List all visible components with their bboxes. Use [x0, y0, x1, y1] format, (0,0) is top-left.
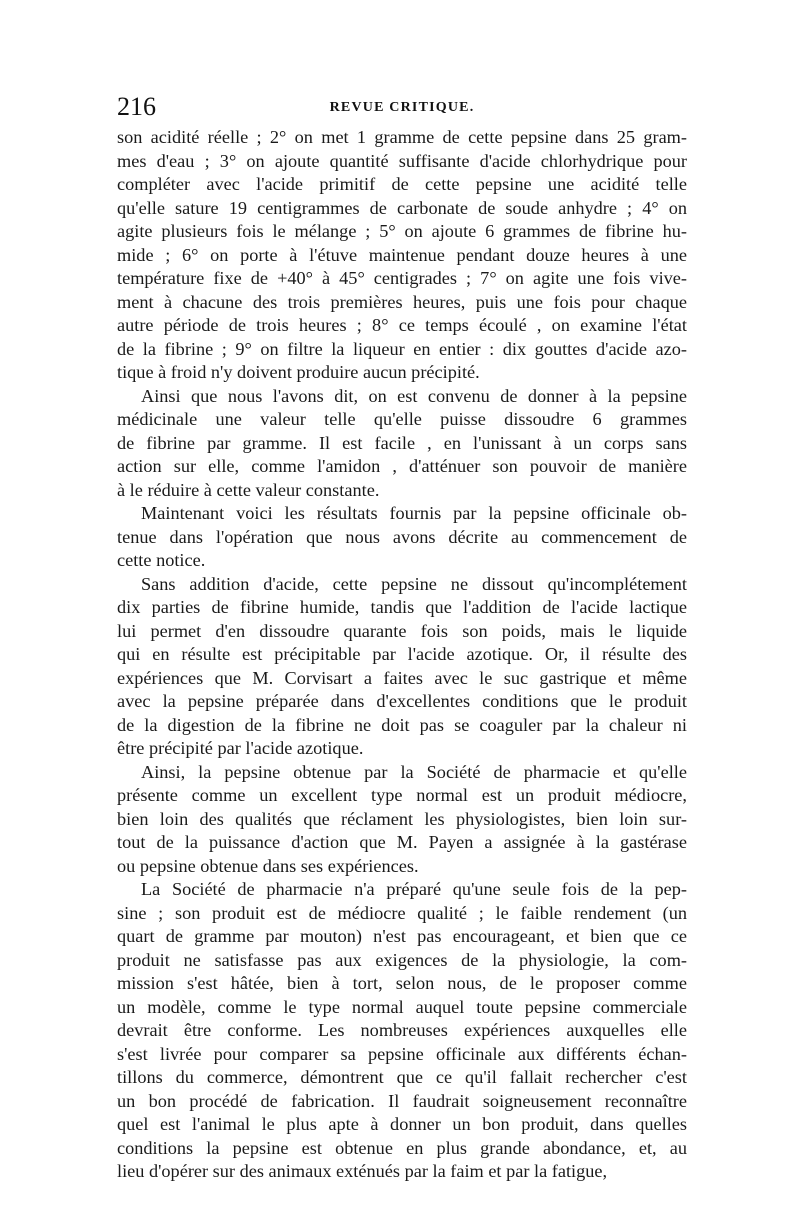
text-line: de la fibrine ; 9° on filtre la liqueur en entier : dix gouttes d'acide azo- [117, 338, 687, 359]
text-line: produit ne satisfasse pas aux exigences de la physiologie, la com- [117, 949, 687, 970]
text-line: un modèle, comme le type normal auquel toute pepsine commerciale [117, 996, 687, 1017]
paragraph [117, 126, 687, 385]
text-line: avec la pepsine préparée dans d'excellentes conditions que le produit [117, 691, 687, 711]
running-title: REVUE CRITIQUE. [329, 100, 475, 115]
text-line: tique à froid n'y doivent produire aucun précipité. [117, 362, 480, 382]
body-text [117, 126, 687, 1184]
text-line: lui permet d'en dissoudre quarante fois son poids, mais le liquide [117, 620, 687, 641]
text-line: lieu d'opérer sur des animaux exténués par la faim et par la fatigue, [117, 1161, 608, 1181]
paragraph [117, 385, 687, 503]
text-line: expériences que M. Corvisart a faites avec le suc gastrique et même [117, 667, 687, 688]
text-line: conditions la pepsine est obtenue en plus grande abondance, et, au [117, 1137, 687, 1158]
text-line: de la digestion de la fibrine ne doit pas se coaguler par la chaleur ni [117, 714, 687, 735]
text-line: action sur elle, comme l'amidon , d'atténuer son pouvoir de manière [117, 456, 687, 476]
text-line: ou pepsine obtenue dans ses expériences. [117, 855, 419, 876]
text-line: température fixe de +40° à 45° centigrades ; 7° on agite une fois vive- [117, 268, 687, 288]
text-line: sine ; son produit est de médiocre qualité ; le faible rendement (un [117, 902, 687, 923]
text-line: qu'elle sature 19 centigrammes de carbonate de soude anhydre ; 4° on [117, 197, 687, 218]
text-line: Ainsi, la pepsine obtenue par la Société de pharmacie et qu'elle [141, 761, 687, 782]
text-line: médicinale une valeur telle qu'elle puisse dissoudre 6 grammes [117, 409, 687, 429]
text-line: qui en résulte est précipitable par l'acide azotique. Or, il résulte des [117, 644, 687, 664]
text-line: quel est l'animal le plus apte à donner un bon produit, dans quelles [117, 1114, 687, 1134]
text-line: autre période de trois heures ; 8° ce temps écoulé , on examine l'état [117, 315, 687, 335]
text-line: dix parties de fibrine humide, tandis que l'addition de l'acide lactique [117, 597, 687, 617]
text-line: à le réduire à cette valeur constante. [117, 479, 380, 500]
text-line: Ainsi que nous l'avons dit, on est convenu de donner à la pepsine [141, 385, 687, 406]
text-line: quart de gramme par mouton) n'est pas encourageant, et bien que ce [117, 926, 687, 946]
paragraph [117, 761, 687, 879]
text-line: présente comme un excellent type normal est un produit médiocre, [117, 785, 687, 805]
text-line: un bon procédé de fabrication. Il faudrait soigneusement reconnaître [117, 1090, 687, 1111]
text-line: son acidité réelle ; 2° on met 1 gramme de cette pepsine dans 25 gram- [117, 127, 687, 147]
text-line: tillons du commerce, démontrent que ce qu'il fallait rechercher c'est [117, 1067, 687, 1087]
text-line: ment à chacune des trois premières heures, puis une fois pour chaque [117, 291, 687, 312]
text-line: mission s'est hâtée, bien à tort, selon nous, de le proposer comme [117, 973, 687, 993]
paragraph [117, 573, 687, 761]
text-line: tenue dans l'opération que nous avons décrite au commencement de [117, 526, 687, 547]
text-line: s'est livrée pour comparer sa pepsine officinale aux différents échan- [117, 1043, 687, 1064]
text-line: Maintenant voici les résultats fournis par la pepsine officinale ob- [141, 503, 687, 523]
paragraph [117, 878, 687, 1184]
text-line: mide ; 6° on porte à l'étuve maintenue pendant douze heures à une [117, 244, 687, 265]
text-line: bien loin des qualités que réclament les physiologistes, bien loin sur- [117, 808, 687, 829]
page-header [117, 92, 687, 132]
book-page [117, 92, 687, 1184]
text-line: compléter avec l'acide primitif de cette pepsine une acidité telle [117, 174, 687, 194]
text-line: cette notice. [117, 550, 206, 570]
text-line: Sans addition d'acide, cette pepsine ne dissout qu'incomplétement [141, 573, 687, 594]
text-line: mes d'eau ; 3° on ajoute quantité suffisante d'acide chlorhydrique pour [117, 150, 687, 171]
text-line: agite plusieurs fois le mélange ; 5° on ajoute 6 grammes de fibrine hu- [117, 221, 687, 241]
text-line: devrait être conforme. Les nombreuses expériences auxquelles elle [117, 1020, 687, 1040]
text-line: de fibrine par gramme. Il est facile , en l'unissant à un corps sans [117, 432, 687, 453]
paragraph [117, 502, 687, 573]
page-number: 216 [117, 92, 156, 121]
text-line: tout de la puissance d'action que M. Payen a assignée à la gastérase [117, 832, 687, 852]
text-line: être précipité par l'acide azotique. [117, 738, 364, 758]
text-line: La Société de pharmacie n'a préparé qu'une seule fois de la pep- [141, 879, 687, 899]
